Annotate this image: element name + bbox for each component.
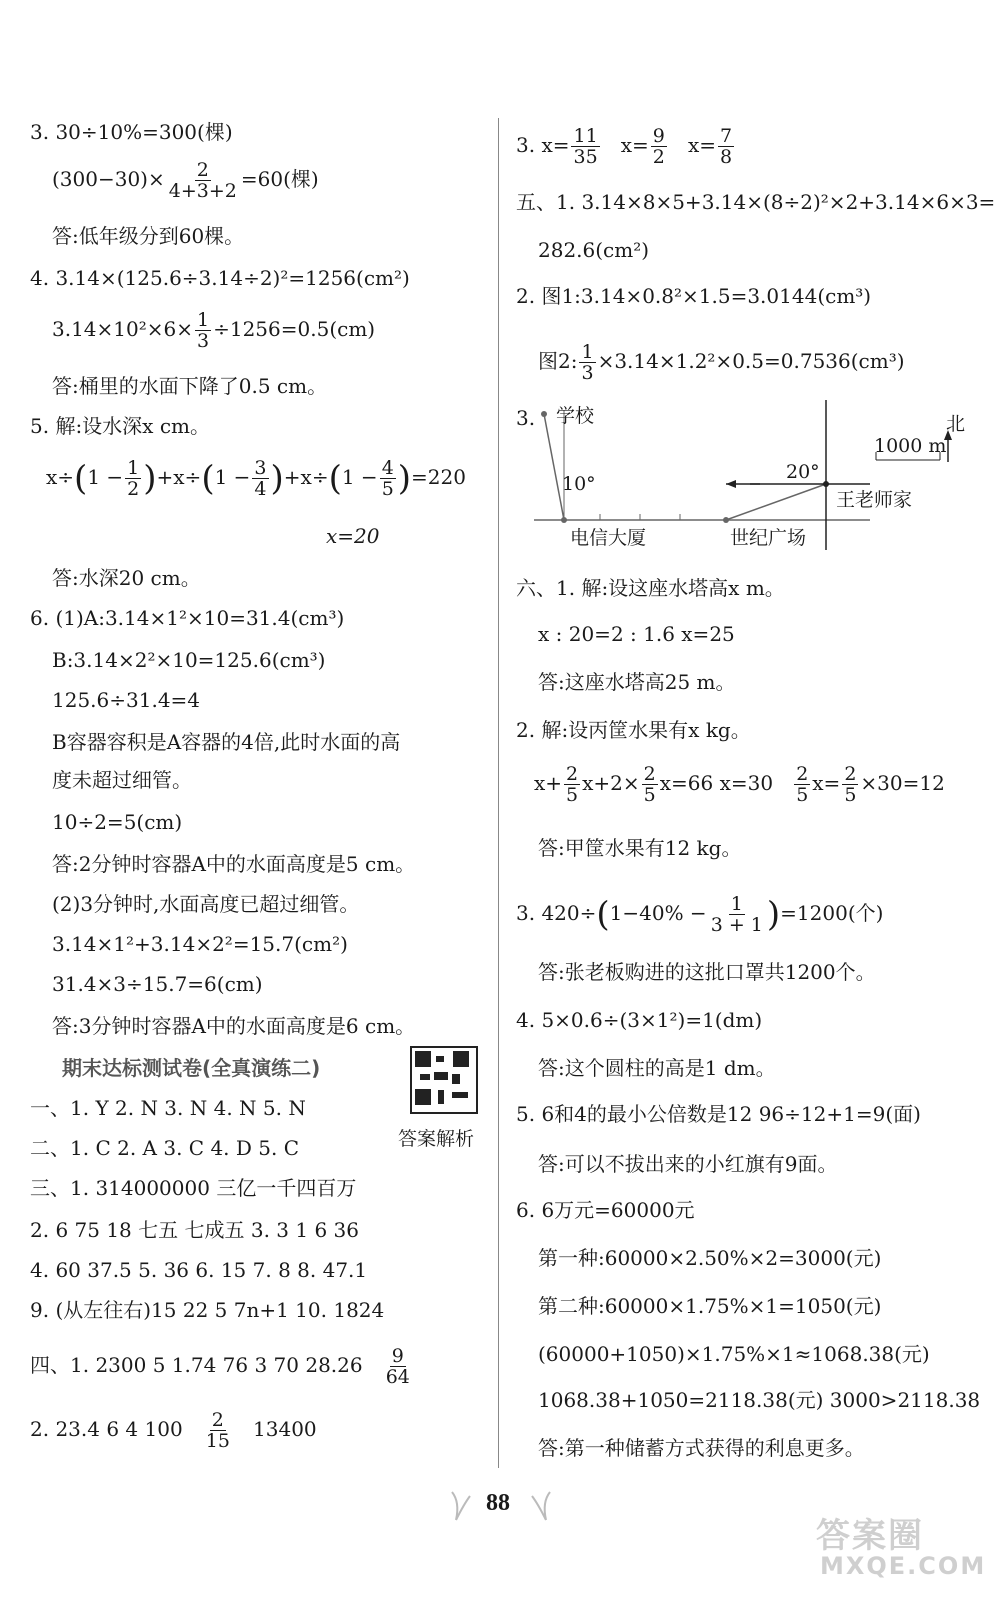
q6-line10: 31.4×3÷15.7=6(cm) <box>52 972 263 996</box>
q3-answer: 答:低年级分到60棵。 <box>52 224 245 248</box>
section3-line1: 三、1. 314000000 三亿一千四百万 <box>30 1176 357 1200</box>
q4-line2: 3.14×10²×6× $\frac{1}{3}$ ÷1256=0.5(cm) <box>52 309 376 352</box>
q5-x: x=20 <box>326 524 380 548</box>
section2-answers: 二、1. C 2. A 3. C 4. D 5. C <box>30 1136 300 1160</box>
q6-line6: 10÷2=5(cm) <box>52 810 183 834</box>
q6-line4: B容器容积是A容器的4倍,此时水面的高 <box>52 730 401 754</box>
watermark: 答案圈 <box>816 1516 924 1556</box>
r6-line1: 六、1. 解:设这座水塔高x m。 <box>516 576 785 600</box>
section3-line4: 9. (从左往右)15 22 5 7n+1 10. 1824 <box>30 1298 385 1322</box>
r6-line5: 5. 6和4的最小公倍数是12 96÷12+1=9(面) <box>516 1102 921 1126</box>
q6-line3: 125.6÷31.4=4 <box>52 688 201 712</box>
r6-line4: 4. 5×0.6÷(3×1²)=1(dm) <box>516 1008 763 1032</box>
section3-line2: 2. 6 75 18 七五 七成五 3. 3 1 6 36 <box>30 1218 359 1242</box>
map-label-home: 王老师家 <box>836 489 913 511</box>
r6-line3: 3. 420÷(1−40% − $\frac{1}{3 + 1}$ )=1200(个) <box>516 893 884 936</box>
map-label-telecom: 电信大厦 <box>570 527 647 549</box>
map-point-telecom <box>561 517 567 523</box>
map-label-north: 北 <box>946 413 966 435</box>
qr-code-icon[interactable] <box>410 1046 478 1114</box>
map-point-home <box>823 481 829 487</box>
r5-line2: 2. 图1:3.14×0.8²×1.5=3.0144(cm³) <box>516 284 872 308</box>
r6-line3b: 答:张老板购进的这批口罩共1200个。 <box>538 960 876 984</box>
map-road-home <box>726 484 826 520</box>
r5-line1: 五、1. 3.14×8×5+3.14×(8÷2)²×2+3.14×6×3= <box>516 190 996 214</box>
map-label-scale: 1000 m <box>874 435 947 457</box>
map-point-school <box>541 411 547 417</box>
q4-answer: 答:桶里的水面下降了0.5 cm。 <box>52 374 328 398</box>
q6-line2: B:3.14×2²×10=125.6(cm³) <box>52 648 326 672</box>
q6-line7: 答:2分钟时容器A中的水面高度是5 cm。 <box>52 852 416 876</box>
q4-line1: 4. 3.14×(125.6÷3.14÷2)²=1256(cm²) <box>30 266 410 290</box>
r3-line: 3. x= $\frac{11}{35}$ x= $\frac{9}{2}$ x= $\frac{7}{8}$ <box>516 125 733 168</box>
map-label-angle10: 10° <box>562 473 596 495</box>
map-label-school: 学校 <box>556 405 595 427</box>
r6-line2c: 答:甲筐水果有12 kg。 <box>538 836 742 860</box>
section4-line2: 2. 23.4 6 4 100 $\frac{2}{15}$ 13400 <box>30 1409 317 1452</box>
r6-line6f: 答:第一种储蓄方式获得的利息更多。 <box>538 1436 865 1460</box>
r6-line1b: x : 20=2 : 1.6 x=25 <box>538 622 735 646</box>
section1-answers: 一、1. Y 2. N 3. N 4. N 5. N <box>30 1096 306 1120</box>
section-title: 期末达标测试卷(全真演练二) <box>62 1056 321 1080</box>
r6-line1c: 答:这座水塔高25 m。 <box>538 670 736 694</box>
q5-line1: 5. 解:设水深x cm。 <box>30 414 210 438</box>
r5-line1b: 282.6(cm²) <box>538 238 650 262</box>
r6-line6: 6. 6万元=60000元 <box>516 1198 695 1222</box>
q6-line8: (2)3分钟时,水面高度已超过细管。 <box>52 892 360 916</box>
r6-line4b: 答:这个圆柱的高是1 dm。 <box>538 1056 776 1080</box>
page-number: 88 <box>486 1490 510 1516</box>
map-label-plaza: 世纪广场 <box>730 527 807 549</box>
r6-line2b: x+ $\frac{2}{5}$ x+2× $\frac{2}{5}$ x=66 x=30 $\frac{2}{5}$ x= $\frac{2}{5}$ ×30=12 <box>534 763 945 806</box>
r6-line6e: 1068.38+1050=2118.38(元) 3000>2118.38 <box>538 1388 981 1412</box>
q6-line5: 度未超过细管。 <box>52 768 192 792</box>
q6-line9: 3.14×1²+3.14×2²=15.7(cm²) <box>52 932 348 956</box>
watermark-url: MXQE.COM <box>820 1552 987 1580</box>
r6-line5b: 答:可以不拔出来的小红旗有9面。 <box>538 1152 838 1176</box>
map-label-angle20: 20° <box>786 461 820 483</box>
r6-line2: 2. 解:设丙筐水果有x kg。 <box>516 718 751 742</box>
column-divider <box>498 118 499 1468</box>
q5-answer: 答:水深20 cm。 <box>52 566 201 590</box>
q6-line11: 答:3分钟时容器A中的水面高度是6 cm。 <box>52 1014 416 1038</box>
r6-line6b: 第一种:60000×2.50%×2=3000(元) <box>538 1246 882 1270</box>
map-arrow-head <box>726 480 736 488</box>
r5-line3: 3. <box>516 406 536 430</box>
r6-line6d: (60000+1050)×1.75%×1≈1068.38(元) <box>538 1342 930 1366</box>
q6-line1: 6. (1)A:3.14×1²×10=31.4(cm³) <box>30 606 345 630</box>
q3-line1: 3. 30÷10%=300(棵) <box>30 120 233 144</box>
map-point-plaza <box>723 517 729 523</box>
r6-line6c: 第二种:60000×1.75%×1=1050(元) <box>538 1294 882 1318</box>
r5-line2b: 图2: $\frac{1}{3}$ ×3.14×1.2²×0.5=0.7536(cm³) <box>538 341 905 384</box>
q5-equation: x÷(1 − $\frac{1}{2}$ )+x÷(1 − $\frac{3}{4}$ )+x÷(1 − $\frac{4}{5}$ )=220 <box>46 457 466 500</box>
section3-line3: 4. 60 37.5 5. 36 6. 15 7. 8 8. 47.1 <box>30 1258 368 1282</box>
q3-line2: (300−30)× $\frac{2}{4+3+2}$ =60(棵) <box>52 159 319 202</box>
section4-line1: 四、1. 2300 5 1.74 76 3 70 28.26 $\frac{9}{64}$ <box>30 1345 410 1388</box>
qr-label: 答案解析 <box>398 1128 475 1150</box>
